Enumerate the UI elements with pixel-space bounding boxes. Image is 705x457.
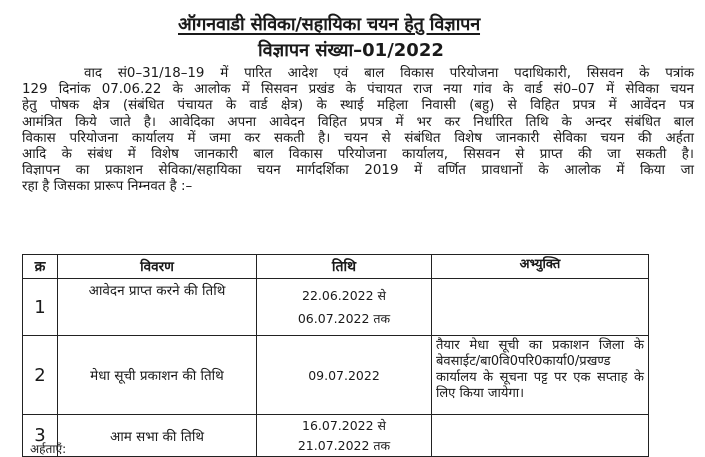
paragraph-line: विकास परियोजना कार्यालय में जमा कर सकती है। चयन से संबंधित विशेष जानकारी सेविका चयन की अर्हता (22, 130, 694, 146)
row-remark (432, 415, 649, 457)
paragraph-line: वाद सं0–31/18–19 में पारित आदेश एवं बाल विकास परियोजना पदाधिकारी, सिसवन के पत्रांक (84, 66, 694, 81)
advertisement-number: विज्ञापन संख्या–01/2022 (258, 40, 444, 61)
schedule-table (22, 254, 649, 457)
row-description: आवेदन प्राप्त करने की तिथि (58, 279, 257, 336)
table-header-row (23, 255, 649, 279)
paragraph-line: आमंत्रित किये जाते है। आवेदिका अपना आवेदन विहित प्रपत्र में भर कर निर्धारित तिथि के अन्दर संबंधित बाल (22, 114, 694, 130)
date-from: 16.07.2022 से (302, 418, 386, 433)
date-single: 09.07.2022 (308, 367, 380, 383)
body-paragraph (22, 66, 694, 196)
row-serial: 3 (23, 415, 58, 457)
document-title: ऑगनवाडी सेविका/सहायिका चयन हेतु विज्ञापन (178, 14, 481, 35)
date-to: 21.07.2022 तक (297, 438, 391, 453)
cut-off-heading: अर्हताएँ: (30, 442, 67, 456)
row-date (257, 336, 432, 415)
paragraph-line: विज्ञापन का प्रकाशन सेविका/सहायिका चयन मार्गदर्शिका 2019 में वर्णित प्रावधानों के आलोक में किया जा (22, 163, 694, 179)
header-remarks: अभ्युक्ति (432, 255, 649, 279)
row-serial: 1 (23, 279, 58, 336)
row-serial: 2 (23, 336, 58, 415)
row-remark: तैयार मेधा सूची का प्रकाशन जिला के बेवसाईट/बा0वि0परि0कार्या0/प्रखण्ड कार्यालय के सूचना पट्ट पर एक सप्ताह के लिए किया जायेगा। (432, 336, 649, 415)
table-row (23, 415, 649, 457)
row-description: मेधा सूची प्रकाशन की तिथि (58, 336, 257, 415)
row-remark (432, 279, 649, 336)
row-date (257, 415, 432, 457)
row-description: आम सभा की तिथि (58, 415, 257, 457)
paragraph-line: रहा है जिसका प्रारूप निम्नवत है :– (22, 179, 193, 195)
table-row (23, 336, 649, 415)
paragraph-line: आदि के संबंध में विशेष जानकारी बाल विकास परियोजना कार्यालय, सिसवन से प्राप्त की जा सकती है। (22, 147, 694, 163)
table-row (23, 279, 649, 336)
row-date (257, 279, 432, 336)
paragraph-line: 129 दिनांक 07.06.22 के आलोक में सिसवन प्रखंड के पंचायत राज नया गांव के वार्ड सं0–07 में सेविका चयन (22, 82, 694, 98)
date-from: 22.06.2022 से (302, 288, 386, 303)
date-to: 06.07.2022 तक (297, 311, 391, 326)
header-description: विवरण (58, 255, 257, 279)
header-serial: क्र (23, 255, 58, 279)
header-date: तिथि (257, 255, 432, 279)
paragraph-line: हेतु पोषक क्षेत्र (संबंधित पंचायत के वार्ड क्षेत्र) के स्थाई महिला निवासी (बहु) से विहित प्रपत्र में आवेंदन पत्र (22, 98, 694, 114)
